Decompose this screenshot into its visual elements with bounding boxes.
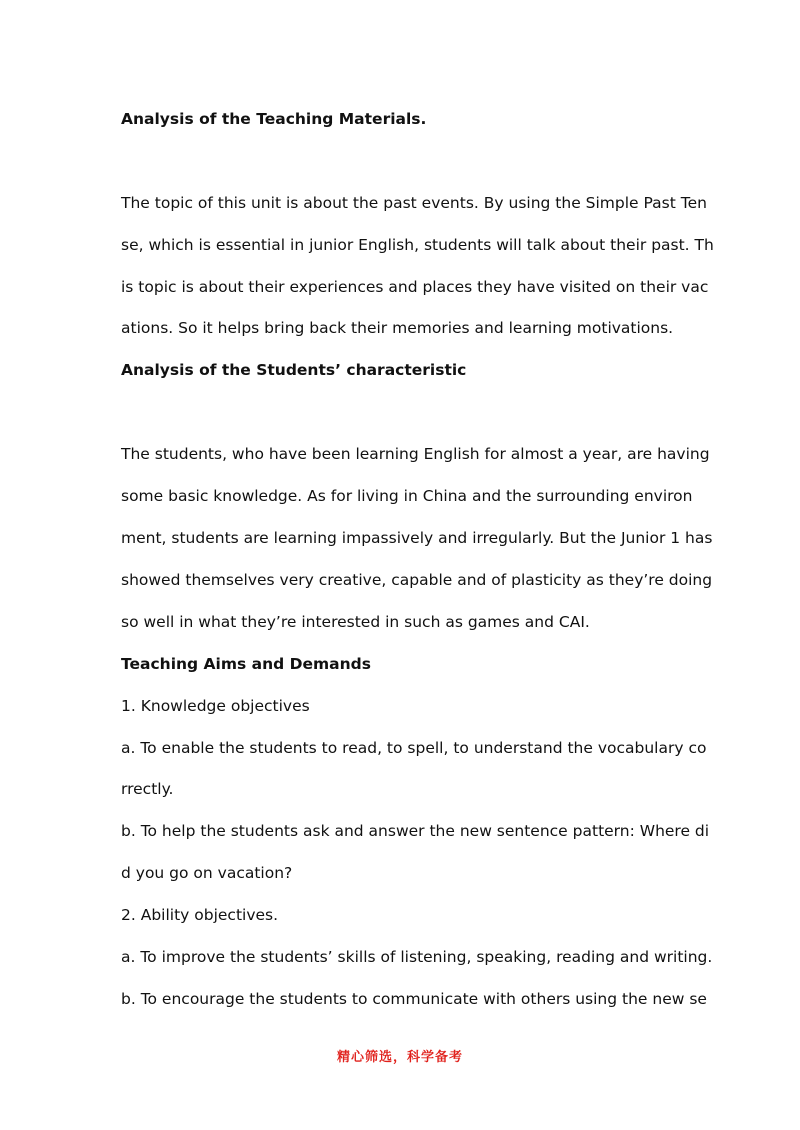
list-item: 1. Knowledge objectives	[121, 697, 310, 715]
heading-students-characteristic: Analysis of the Students’ characteristic	[121, 361, 467, 379]
paragraph-line: some basic knowledge. As for living in China and the surrounding environ	[121, 487, 693, 505]
list-item: 2. Ability objectives.	[121, 906, 279, 924]
list-item: a. To enable the students to read, to spell, to understand the vocabulary co	[121, 739, 707, 757]
paragraph-line: is topic is about their experiences and places they have visited on their vac	[121, 278, 709, 296]
list-item: b. To encourage the students to communicate with others using the new se	[121, 990, 707, 1008]
paragraph-line: so well in what they’re interested in such as games and CAI.	[121, 613, 590, 631]
heading-teaching-aims: Teaching Aims and Demands	[121, 655, 371, 673]
paragraph-line: showed themselves very creative, capable and of plasticity as they’re doing	[121, 571, 713, 589]
list-item: a. To improve the students’ skills of listening, speaking, reading and writing.	[121, 948, 713, 966]
list-item-continuation: d you go on vacation?	[121, 864, 293, 882]
list-item-continuation: rrectly.	[121, 780, 174, 798]
paragraph-line: ations. So it helps bring back their memories and learning motivations.	[121, 319, 674, 337]
paragraph-line: ment, students are learning impassively and irregularly. But the Junior 1 has	[121, 529, 713, 547]
heading-teaching-materials: Analysis of the Teaching Materials.	[121, 110, 427, 128]
paragraph-line: The topic of this unit is about the past events. By using the Simple Past Ten	[121, 194, 707, 212]
list-item: b. To help the students ask and answer the new sentence pattern: Where di	[121, 822, 710, 840]
paragraph-line: The students, who have been learning English for almost a year, are having	[121, 445, 710, 463]
page-footer: 精心筛选，科学备考	[336, 1050, 463, 1065]
paragraph-line: se, which is essential in junior English, students will talk about their past. Th	[121, 236, 714, 254]
